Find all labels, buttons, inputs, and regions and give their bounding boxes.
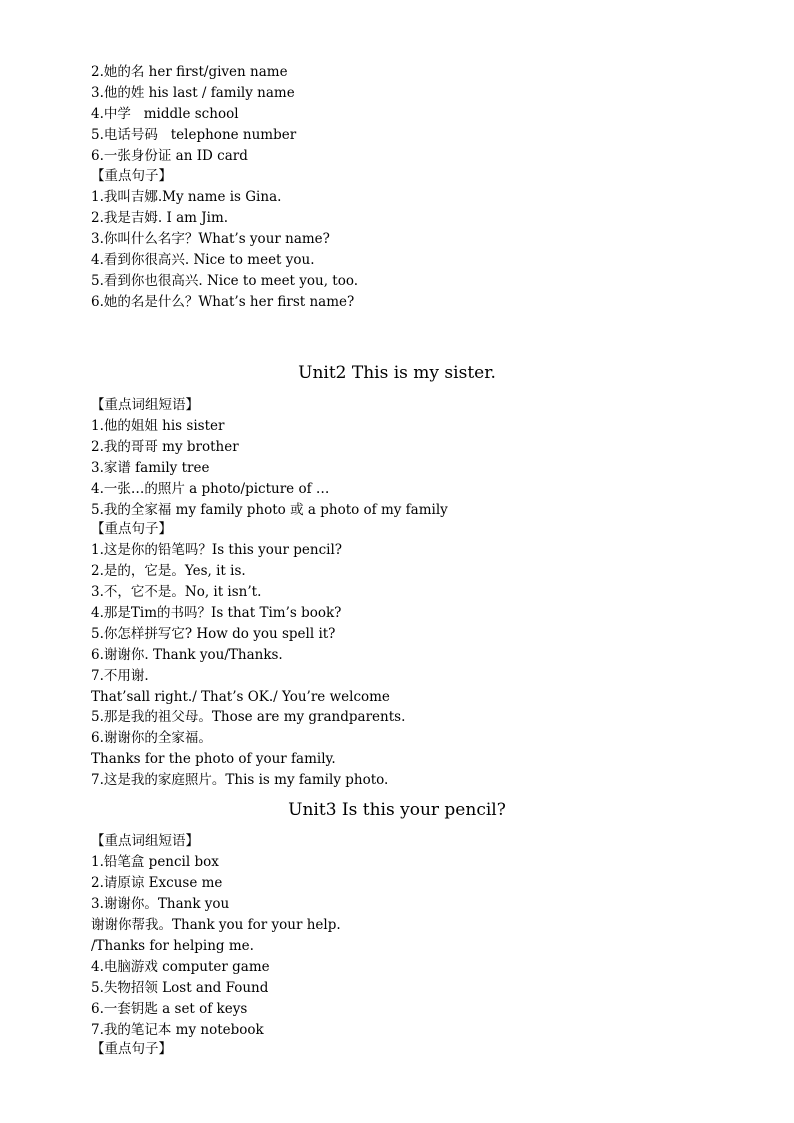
- sentence-line: 2.是的，它是。Yes, it is.: [91, 563, 246, 579]
- phrase-line: 5.失物招领 Lost and Found: [91, 980, 269, 996]
- section-header-phrases: 【重点词组短语】: [91, 833, 199, 849]
- sentence-line: 4.那是Tim的书吗？Is that Tim’s book?: [91, 605, 342, 621]
- sentence-line: 7.不用谢.: [91, 668, 149, 684]
- unit-title: Unit3 Is this your pencil?: [288, 800, 506, 820]
- phrase-line: 2.我的哥哥 my brother: [91, 439, 239, 455]
- sentence-line: 2.我是吉姆. I am Jim.: [91, 210, 229, 226]
- phrase-line: 6.一张身份证 an ID card: [91, 148, 248, 164]
- sentence-line: 3.你叫什么名字？What’s your name?: [91, 231, 330, 247]
- sentence-line: 6.她的名是什么？What’s her first name?: [91, 294, 355, 310]
- sentence-line: 4.看到你很高兴. Nice to meet you.: [91, 252, 315, 268]
- sentence-line: Thanks for the photo of your family.: [91, 751, 336, 767]
- section-header-sentences: 【重点句子】: [91, 1041, 172, 1057]
- phrase-line: /Thanks for helping me.: [91, 938, 254, 954]
- section-header-sentences: 【重点句子】: [91, 168, 172, 184]
- sentence-line: 5.那是我的祖父母。Those are my grandparents.: [91, 709, 406, 725]
- sentence-line: 6.谢谢你的全家福。: [91, 730, 212, 746]
- phrase-line: 1.铅笔盒 pencil box: [91, 854, 219, 870]
- phrase-line: 2.她的名 her first/given name: [91, 64, 288, 80]
- sentence-line: 6.谢谢你. Thank you/Thanks.: [91, 647, 283, 663]
- phrase-line: 4.中学 middle school: [91, 106, 239, 122]
- sentence-line: 5.你怎样拼写它? How do you spell it?: [91, 626, 336, 642]
- sentence-line: 1.我叫吉娜.My name is Gina.: [91, 189, 282, 205]
- sentence-line: 3.不，它不是。No, it isn’t.: [91, 584, 262, 600]
- sentence-line: 7.这是我的家庭照片。This is my family photo.: [91, 772, 389, 788]
- section-header-phrases: 【重点词组短语】: [91, 397, 199, 413]
- phrase-line: 4.电脑游戏 computer game: [91, 959, 270, 975]
- phrase-line: 5.电话号码 telephone number: [91, 127, 297, 143]
- phrase-line: 谢谢你帮我。Thank you for your help.: [91, 917, 341, 933]
- phrase-line: 4.一张…的照片 a photo/picture of …: [91, 481, 330, 497]
- phrase-line: 7.我的笔记本 my notebook: [91, 1022, 264, 1038]
- phrase-line: 6.一套钥匙 a set of keys: [91, 1001, 248, 1017]
- phrase-line: 5.我的全家福 my family photo 或 a photo of my family: [91, 502, 448, 518]
- sentence-line: 5.看到你也很高兴. Nice to meet you, too.: [91, 273, 359, 289]
- sentence-line: 1.这是你的铅笔吗？Is this your pencil?: [91, 542, 343, 558]
- phrase-line: 3.谢谢你。Thank you: [91, 896, 230, 912]
- phrase-line: 1.他的姐姐 his sister: [91, 418, 225, 434]
- unit-title: Unit2 This is my sister.: [298, 363, 496, 383]
- sentence-line: That’sall right./ That’s OK./ You’re welcome: [91, 689, 390, 705]
- phrase-line: 3.他的姓 his last / family name: [91, 85, 295, 101]
- phrase-line: 2.请原谅 Excuse me: [91, 875, 223, 891]
- phrase-line: 3.家谱 family tree: [91, 460, 210, 476]
- section-header-sentences: 【重点句子】: [91, 521, 172, 537]
